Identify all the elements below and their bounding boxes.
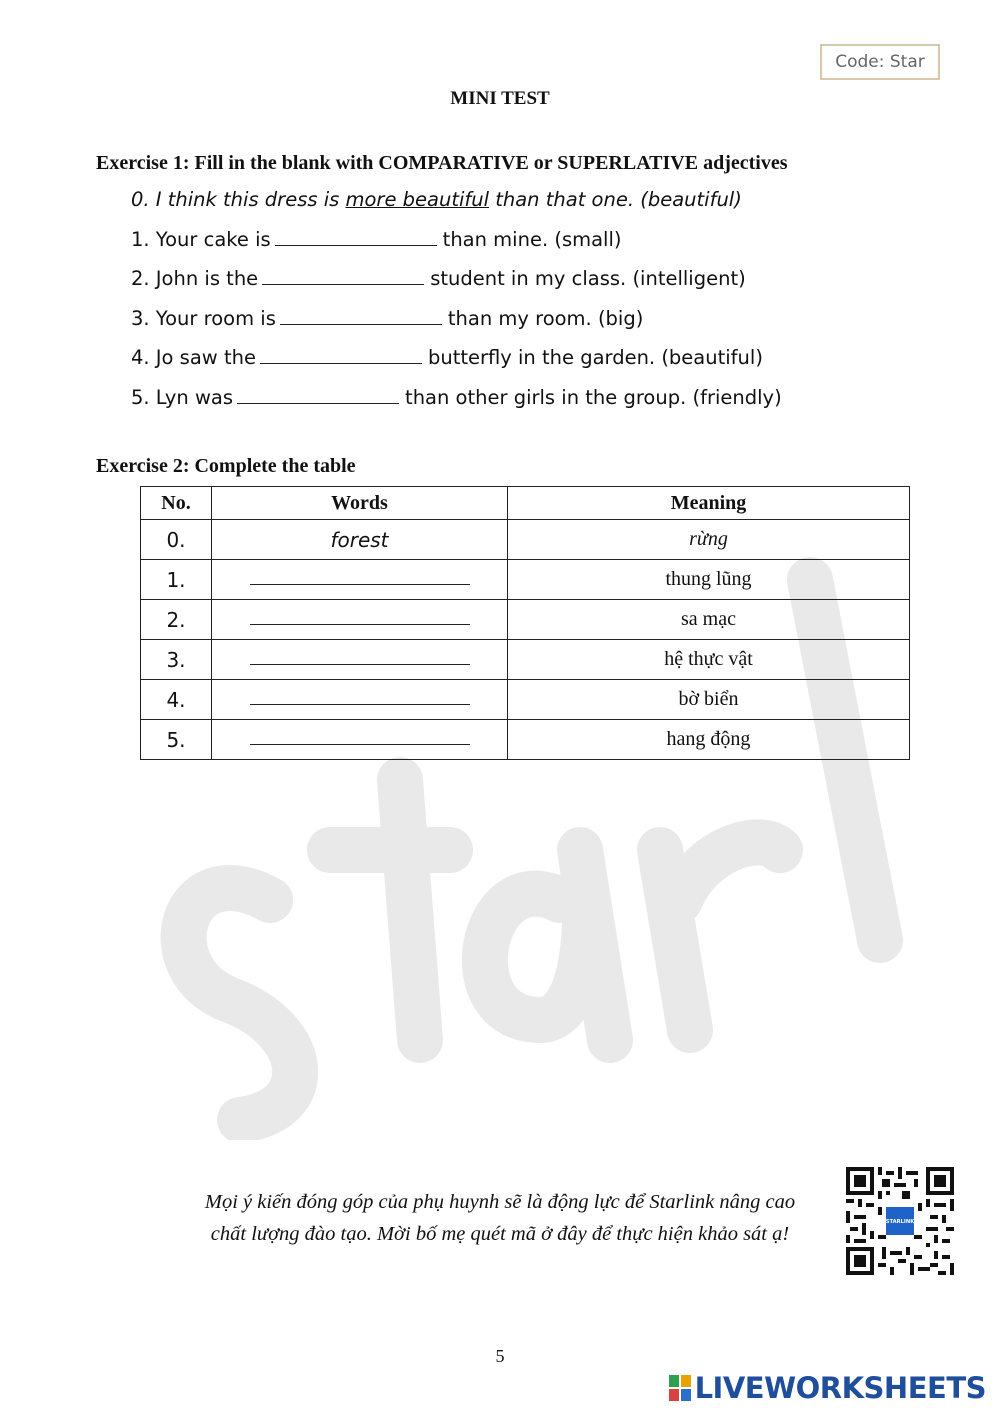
row-word-cell (212, 600, 508, 640)
item-text-after: student in my class. (intelligent) (430, 267, 746, 291)
answer-blank[interactable] (262, 266, 424, 285)
exercise1-item (131, 384, 782, 424)
row-number: 3. (141, 640, 212, 680)
exercise1-heading: Exercise 1: Fill in the blank with COMPARATIVE or SUPERLATIVE adjectives (96, 152, 788, 174)
exercise2-heading: Exercise 2: Complete the table (96, 455, 356, 477)
page-title: MINI TEST (450, 88, 550, 109)
table-row (141, 640, 910, 680)
table-header-row (141, 487, 910, 520)
header-words: Words (212, 487, 508, 520)
item-text-after: than mine. (small) (442, 227, 622, 251)
qr-center-label: STARLINK (885, 1219, 915, 1225)
row-number: 0. (141, 520, 212, 560)
exercise1-list (131, 186, 782, 424)
item-text-before: 3. Your room is (131, 306, 276, 330)
survey-note-line1: Mọi ý kiến đóng góp của phụ huynh sẽ là động lực để Starlink nâng cao (204, 1191, 796, 1213)
row-meaning: sa mạc (508, 600, 910, 640)
answer-blank[interactable] (237, 385, 399, 404)
exercise1-example (131, 186, 782, 226)
survey-note (160, 1186, 840, 1250)
table-row (141, 680, 910, 720)
word-answer-blank[interactable] (250, 648, 470, 665)
answer-blank[interactable] (260, 345, 422, 364)
word-answer-blank[interactable] (250, 728, 470, 745)
item-text-after: than other girls in the group. (friendly) (405, 385, 782, 409)
item-text-after: butterfly in the garden. (beautiful) (427, 346, 763, 370)
word-answer-blank[interactable] (250, 688, 470, 705)
exercise1-item (131, 265, 782, 305)
row-meaning: hang động (508, 720, 910, 760)
row-word: forest (212, 520, 508, 560)
row-word-cell (212, 720, 508, 760)
word-answer-blank[interactable] (250, 568, 470, 585)
example-answer: more beautiful (345, 188, 490, 211)
table-row (141, 600, 910, 640)
item-text-before: 2. John is the (131, 267, 259, 291)
item-text-before: 1. Your cake is (131, 227, 271, 251)
row-number: 2. (141, 600, 212, 640)
row-meaning: bờ biển (508, 680, 910, 720)
row-number: 1. (141, 560, 212, 600)
exercise1-item (131, 305, 782, 345)
exercise1-item (131, 344, 782, 384)
liveworksheets-brand[interactable] (669, 1370, 986, 1406)
answer-blank[interactable] (275, 227, 437, 246)
row-word-cell (212, 560, 508, 600)
row-meaning: hệ thực vật (508, 640, 910, 680)
table-row (141, 520, 910, 560)
header-no: No. (141, 487, 212, 520)
liveworksheets-wordmark: LIVEWORKSHEETS (694, 1371, 986, 1405)
row-word-cell (212, 640, 508, 680)
table-row (141, 720, 910, 760)
item-text-after: than my room. (big) (447, 306, 644, 330)
liveworksheets-logo-icon (669, 1375, 691, 1401)
row-word-cell (212, 680, 508, 720)
page-number: 5 (495, 1346, 505, 1366)
example-suffix: than that one. (beautiful) (489, 188, 742, 211)
row-meaning: rừng (508, 520, 910, 560)
table-row (141, 560, 910, 600)
code-label: Code: Star (820, 44, 940, 80)
exercise1-item (131, 226, 782, 266)
item-text-before: 5. Lyn was (131, 385, 234, 409)
vocabulary-table (140, 486, 910, 760)
word-answer-blank[interactable] (250, 608, 470, 625)
row-meaning: thung lũng (508, 560, 910, 600)
example-prefix: 0. I think this dress is (131, 188, 346, 211)
row-number: 4. (141, 680, 212, 720)
header-meaning: Meaning (508, 487, 910, 520)
item-text-before: 4. Jo saw the (131, 346, 256, 370)
answer-blank[interactable] (280, 306, 442, 325)
survey-note-line2: chất lượng đào tạo. Mời bố mẹ quét mã ở đây để thực hiện khảo sát ạ! (210, 1223, 790, 1245)
qr-code[interactable] (846, 1166, 954, 1276)
row-number: 5. (141, 720, 212, 760)
